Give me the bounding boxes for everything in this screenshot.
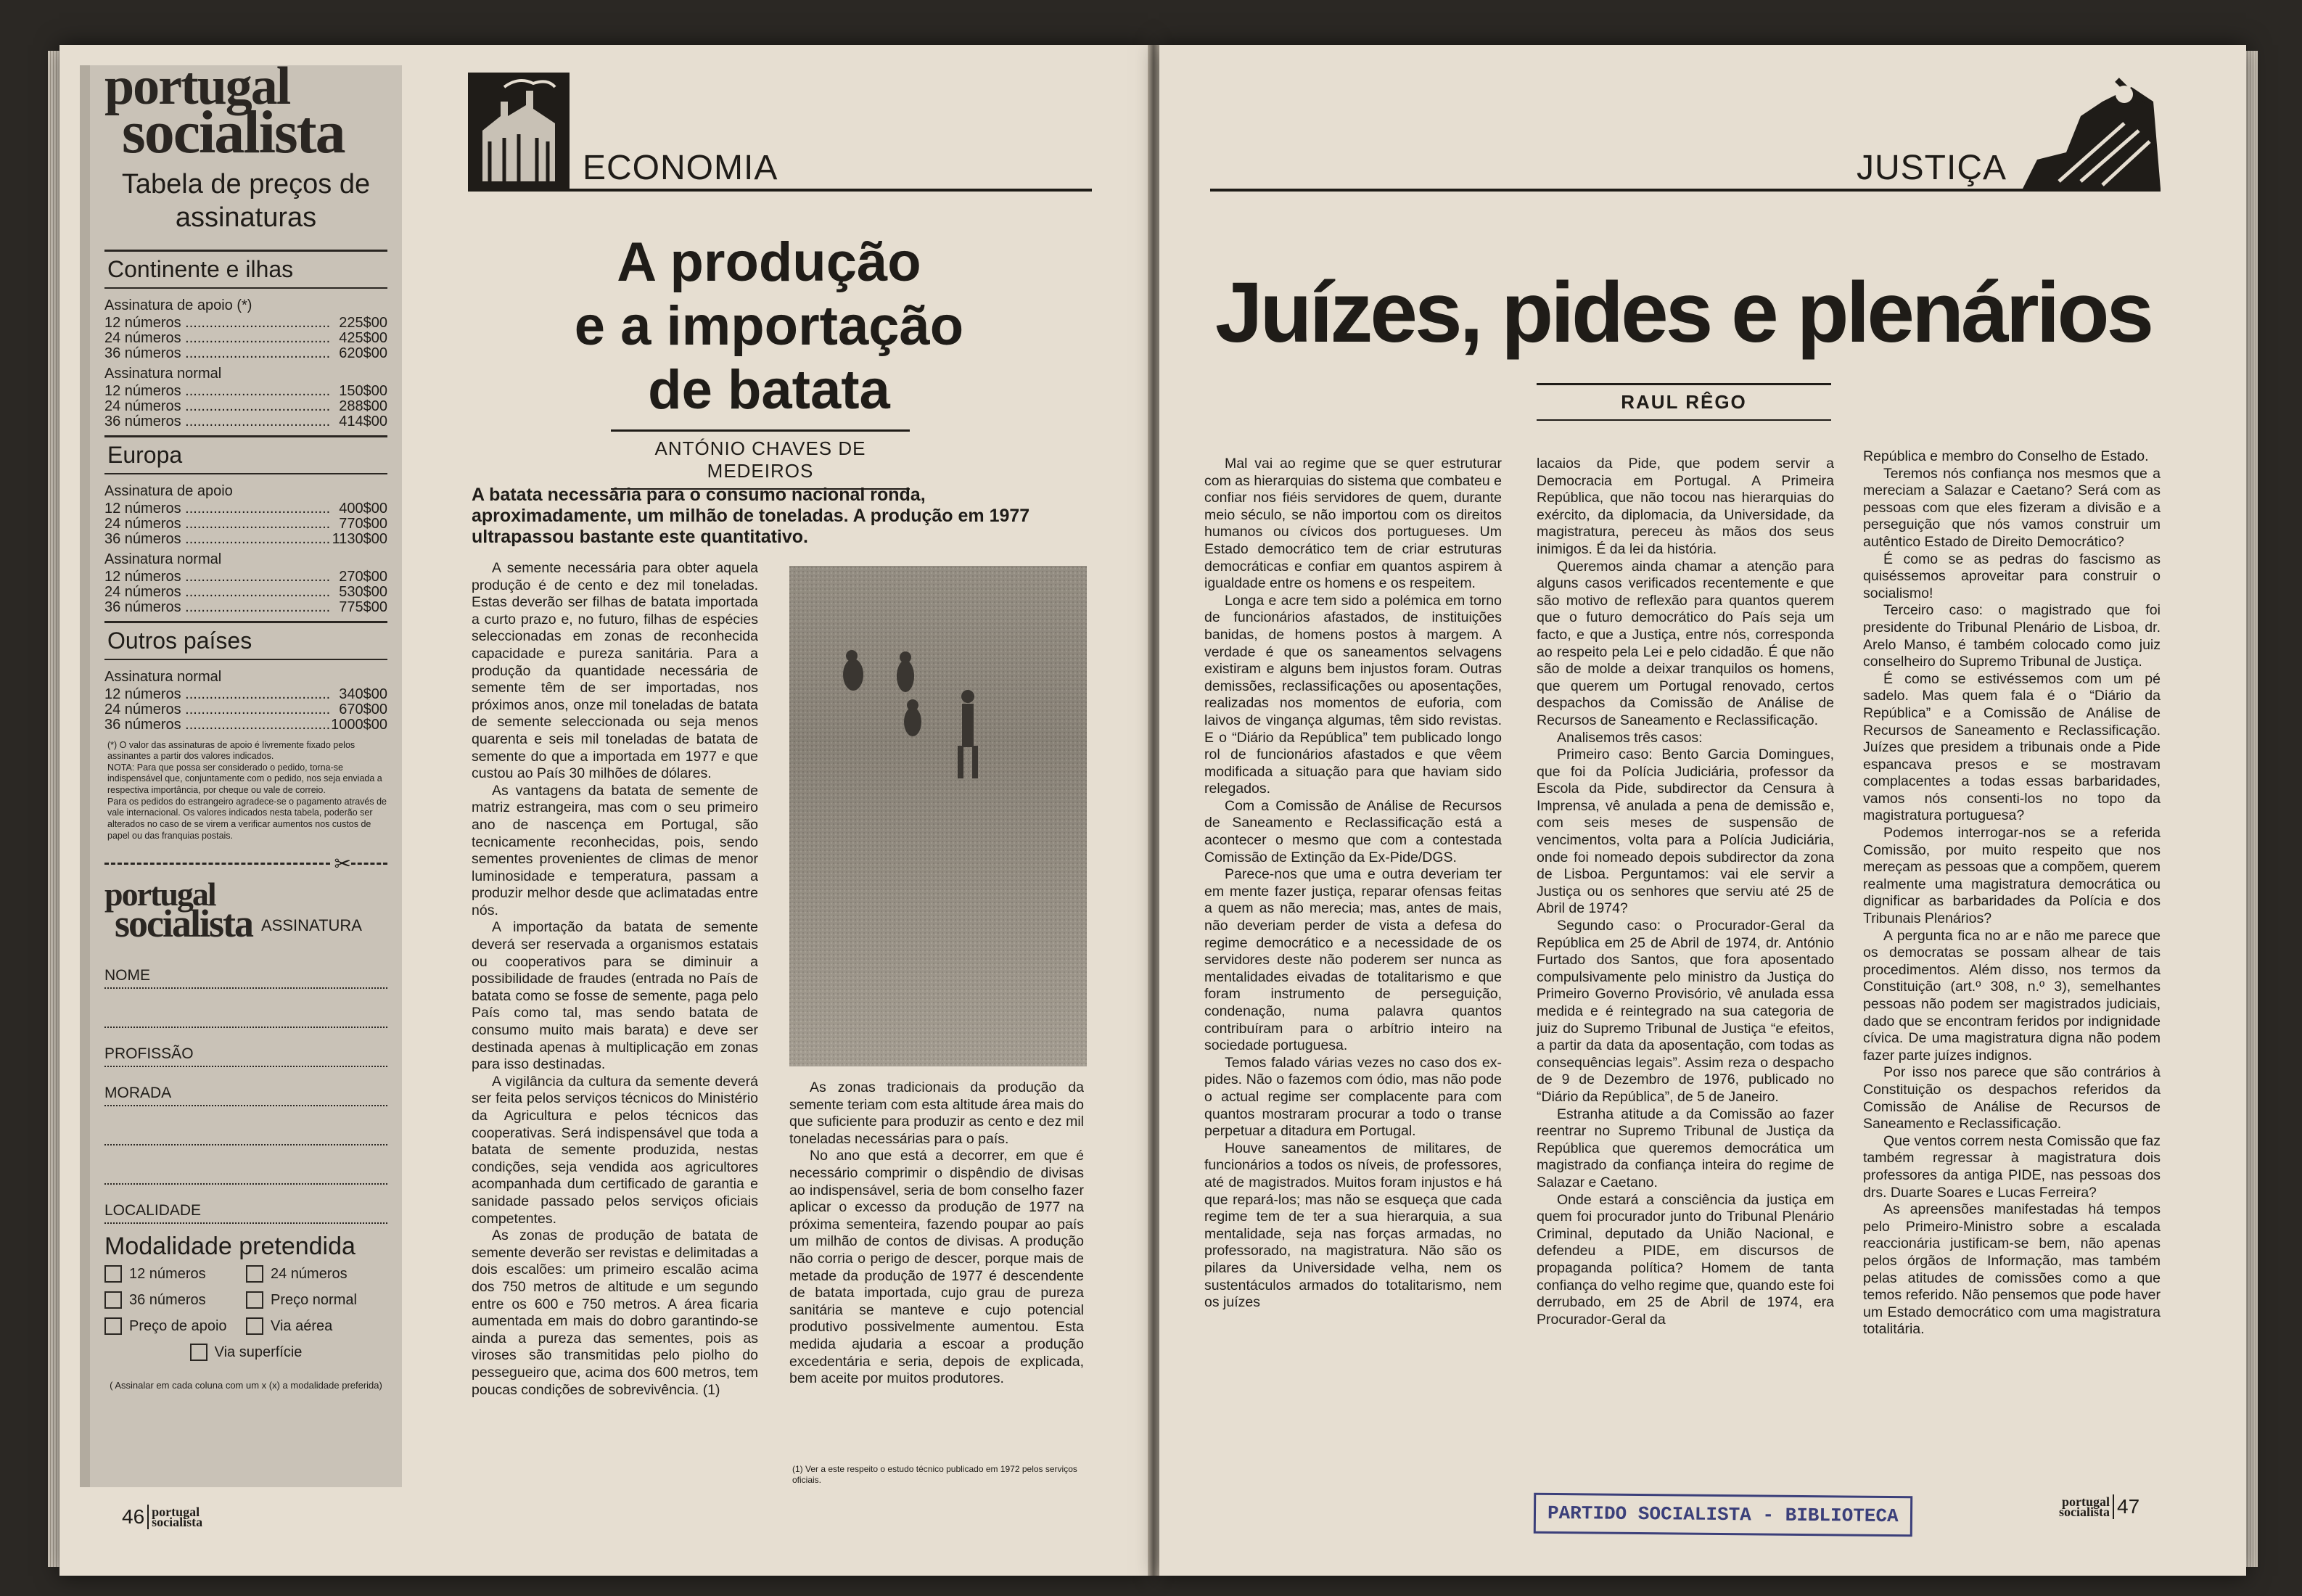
economia-footnote: (1) Ver a este respeito o estudo técnico publicado em 1972 pelos serviços oficiais. — [792, 1464, 1077, 1485]
price-row: 12 números ..... 270$00 — [104, 569, 387, 585]
outros-heading: Outros países — [104, 621, 387, 660]
nome-field-line-2[interactable] — [104, 1000, 387, 1028]
option-36-numeros[interactable]: 36 números — [104, 1291, 246, 1309]
price-row: 12 números ..... 150$00 — [104, 384, 387, 399]
modalidade-heading: Modalidade pretendida — [104, 1233, 355, 1261]
option-via-aerea[interactable]: Via aérea — [246, 1317, 387, 1335]
price-row: 24 números ..... 288$00 — [104, 399, 387, 414]
continente-heading: Continente e ilhas — [104, 250, 387, 289]
portugal-socialista-logo-small: portugal socialista — [104, 876, 252, 945]
checkbox-icon — [246, 1317, 263, 1335]
option-12-numeros[interactable]: 12 números — [104, 1265, 246, 1283]
cut-line — [104, 852, 387, 876]
figures-woodcut-icon — [2015, 73, 2161, 189]
checkbox-icon — [104, 1317, 122, 1335]
price-row: 36 números ..... 775$00 — [104, 600, 387, 615]
book-gutter — [1148, 45, 1159, 1576]
scissors-icon: ✂ — [334, 852, 351, 876]
price-row: 36 números ..... 1000$00 — [104, 717, 387, 733]
subscription-notes: (*) O valor das assinaturas de apoio é livremente fixado pelos assinantes a partir dos valores indicados. NOTA: Para que possa ser considerado o pedido, torna-se indispensável que, conjuntamente com o pedido, nos seja enviada a respectiva importância, por cheque ou vale de correio. Para os pedidos do estrangeiro agradece-se o pagamento através de vale internacional. Os valores indicados nesta tabela, poderão ser alterados no caso de se virem a verificar aumentos nos custos de papel ou das franquias postais. — [107, 739, 387, 841]
checkbox-icon — [246, 1291, 263, 1309]
nome-field[interactable]: NOME — [104, 961, 387, 989]
justica-article-title: Juízes, pides e plenários — [1214, 265, 2152, 361]
page-number-right: portugal socialista 47 — [2059, 1494, 2140, 1519]
morada-field-line-3[interactable] — [104, 1157, 387, 1185]
justica-column-1: Mal vai ao regime que se quer estruturar com as hierarquias do sistema que combateu e confiar nos fiéis servidores de quem, durante meio século, se não importou com os direitos humanos ou cívicos dos portugueses. Um Estado democrático tem de criar estruturas democráticas e confiar em quantos aspirem à igualdade entre os homens e os respeitem. Longa e acre tem sido a polémica em torno de funcionários afastados, de instituições banidas, de homens postos à margem. A verdade é que os saneamentos selvagens existiram e alguns bem injustos foram. Outras demissões, reclassificações ou aposentações, realizadas nos momentos de euforia, com laivos de vingança algumas, têm sido revistas. E o “Diário da República” tem publicado longo rol de funcionários afastados e que vêem modificada a situação para que haviam sido relegados. Com a Comissão de Análise de Recursos de Saneamento e Reclassificação está a acontecer o mesmo que com a contestada Comissão de Extinção da Ex-Pide/DGS. Parece-nos que uma e outra deveriam ter em mente fazer justiça, reparar ofensas feitas a quem as não merecia; mas, antes de mais, não deveriam perder de vista a defesa do regime democrático e a necessidade de os servidores deste não poderem ser nunca as mentalidades eivadas de totalitarismo e que foram instrumento de perseguição, condenação, numa palavra quantos contribuíram para o arbítrio inteiro na sociedade portuguesa. Temos falado várias vezes no caso dos ex-pides. Não o fazemos com ódio, mas não pode o actual regime ser complacente para com quantos mostraram procurar a todo o transe perpetuar a ditadura em Portugal. Houve saneamentos de militares, de funcionários a todos os níveis, de professores, até de magistrados. Muitos foram injustos e há que repará-los; mas não se esqueça que cada regime tem de ter a sua hierarquia, a sua mentalidade, seja nas forças armadas, no professorado, na magistratura. Não são os pilares da Universidade velha, nem os sustentáculos armados do totalitarismo, nem os juízes — [1204, 456, 1502, 1311]
checkbox-icon — [246, 1265, 263, 1283]
justica-label: JUSTIÇA — [1856, 149, 2007, 187]
group-label: Assinatura de apoio (*) — [104, 297, 252, 313]
option-24-numeros[interactable]: 24 números — [246, 1265, 387, 1283]
price-row: 12 números ..... 225$00 — [104, 316, 387, 331]
economia-byline: ANTÓNIO CHAVES DE MEDEIROS — [611, 429, 910, 490]
price-row: 24 números ..... 530$00 — [104, 585, 387, 600]
checkbox-icon — [190, 1344, 207, 1361]
price-row: 12 números ..... 340$00 — [104, 687, 387, 702]
form-header: portugal socialista ASSINATURA — [104, 876, 362, 945]
economia-section-bar — [468, 73, 1092, 192]
economia-column-1: A semente necessária para obter aquela produção é de cento e dez mil toneladas. Estas deverão ser filhas de batata importada a curto prazo e, no futuro, filhas de espécies seleccionadas em zonas de reconhecida capacidade e pureza sanitária. Para a produção da quantidade necessária de semente têm de ser importadas, nos próximos anos, onze mil toneladas de batata de semente seleccionada ou seja menos quarenta e seis mil toneladas de batata de semente do que a importada em 1977 e que custou ao País 30 milhões de dólares. As vantagens da batata de semente de matriz estrangeira, mas com o seu primeiro ano de nascença em Portugal, são tecnicamente reconhecidas, pois, sendo sementes provenientes de climas de menor luminosidade e temperatura, passam a produzir melhor desde que aclimatadas entre nós. A importação da batata de semente deverá ser reservada a organismos estatais ou cooperativos para se diminuir a possibilidade de fraudes (entrada no País de batata como se fosse de semente, paga pelo País como tal, mas sendo batata de consumo muito mais barata) e deve ser destinada apenas à multiplicação em zonas para isso destinadas. A vigilância da cultura da semente deverá ser feita pelos serviços técnicos do Ministério da Agricultura e pelos técnicos das cooperativas. Será indispensável que toda a batata de semente produzida, nestas condições, seja vendida aos agricultores acompanhada dum certificado de garantia e sanidade passado pelos serviços oficiais competentes. As zonas de produção de batata de semente deverão ser revistas e delimitadas a dois escalões: um primeiro escalão acima dos 750 metros de altitude e um segundo entre os 600 e 750 metros. A área ficaria aumentada em mais do dobro garantindo-se ainda a pureza das sementes, pois as viroses são transmitidas pelo piolho do pessegueiro que, acima dos 600 metros, tem poucas condições de sobrevivência. (1) — [472, 560, 758, 1398]
europa-heading: Europa — [104, 435, 387, 474]
morada-field[interactable]: MORADA — [104, 1079, 387, 1106]
price-row: 36 números ..... 1130$00 — [104, 532, 387, 547]
profissao-field[interactable]: PROFISSÃO — [104, 1040, 387, 1067]
option-via-superficie[interactable]: Via superfície — [104, 1344, 387, 1361]
potato-field-photo — [789, 566, 1087, 1066]
economia-article-title: A produção e a importação de batata — [574, 231, 964, 421]
page-number-left: 46 portugal socialista — [122, 1504, 203, 1529]
checkbox-icon — [104, 1265, 122, 1283]
portugal-socialista-logo: portugal socialista — [104, 57, 345, 167]
checkbox-icon — [104, 1291, 122, 1309]
localidade-field[interactable]: LOCALIDADE — [104, 1196, 387, 1224]
economia-column-2: As zonas tradicionais da produção da semente teriam com esta altitude área mais do que suficiente para produzir as cento e dez mil toneladas necessárias para o país. No ano que está a decorrer, em que é necessário comprimir o dispêndio de divisas ao indispensável, seria de bom conselho fazer aplicar o excesso da produção de 1977 na próxima sementeira, fazendo poupar ao país um milhão de contos de divisas. A produção não corria o perigo de descer, porque mais de metade da produção de 1977 é descendente de batata importada, cujo grau de pureza sanitária se manteve e cujo potencial produtivo possivelmente aumentou. Esta medida ajudaria a escoar a produção excedentária e seria, depois de explicada, bem aceite por muitos produtores. — [789, 1079, 1084, 1387]
price-row: 24 números ..... 670$00 — [104, 702, 387, 717]
subscription-box — [80, 57, 402, 1487]
economia-label: ECONOMIA — [583, 149, 778, 187]
price-table-title: Tabela de preços de assinaturas — [121, 169, 371, 233]
group-label: Assinatura normal — [104, 668, 222, 685]
justica-section-bar — [1210, 73, 2161, 192]
justica-byline: RAUL RÊGO — [1537, 383, 1831, 421]
modalidade-options — [104, 1265, 387, 1361]
economia-lead: A batata necessária para o consumo nacional ronda, aproximadamente, um milhão de toneladas. A produção em 1977 ultrapassou bastante este quantitativo. — [472, 485, 1030, 547]
justica-column-2: lacaios da Pide, que podem servir a Democracia em Portugal. A Primeira República, que não tocou nas hierarquias do exército, da diplomacia, da Universidade, da magistratura, pereceu às mãos dos seus inimigos. É da lei da história. Queremos ainda chamar a atenção para alguns casos verificados recentemente e que são motivo de reflexão para quantos querem que o futuro democrático do País seja um facto, e que a Justiça, entre nós, corresponda ao respeito pela Lei e pelo cidadão. É que não são de molde a deixar tranquilos os homens, que querem um Portugal renovado, certos despachos da Comissão de Análise de Recursos de Saneamento e Reclassificação. Analisemos três casos: Primeiro caso: Bento Garcia Domingues, que foi da Polícia Judiciária, professor da Escola da Pide, subdirector da Censura à Imprensa, vê anulada a pena de demissão e, com seis meses de suspensão de vencimentos, volta para a Polícia Judiciária, onde foi nomeado depois subdirector da zona de Lisboa. Perguntamos: vai ele servir a Justiça ou os senhores que serviu até 25 de Abril de 1974? Segundo caso: o Procurador-Geral da República em 25 de Abril de 1974, dr. António Furtado dos Santos, que fora aposentado compulsivamente pelo ministro da Justiça do Primeiro Governo Provisório, vê anulada essa medida e é reintegrado na sua categoria de juiz do Supremo Tribunal de Justiça “e efeitos, a partir da data da aposentação, com todas as consequências legais”. Assim reza o despacho de 9 de Dezembro de 1976, publicado no “Diário da República”, de 5 de Janeiro. Estranha atitude a da Comissão ao fazer reentrar no Supremo Tribunal de Justiça da República que queremos democrática um magistrado da confiança inteira do regime de Salazar e Caetano. Onde estará a consciência da justiça em quem foi procurador junto do Tribunal Plenário Criminal, deputado da União Nacional, e defendeu a PIDE, em discursos de propaganda política? Homem de tanta confiança do velho regime que, quando este foi derrubado, em 25 de Abril de 1974, era Procurador-Geral da — [1537, 456, 1834, 1328]
price-row: 36 números ..... 414$00 — [104, 414, 387, 429]
price-row: 24 números ..... 770$00 — [104, 517, 387, 532]
price-row: 24 números ..... 425$00 — [104, 331, 387, 346]
price-row: 12 números ..... 400$00 — [104, 501, 387, 517]
price-row: 36 números ..... 620$00 — [104, 346, 387, 361]
group-label: Assinatura normal — [104, 365, 222, 382]
group-label: Assinatura normal — [104, 551, 222, 567]
library-stamp: PARTIDO SOCIALISTA - BIBLIOTECA — [1534, 1493, 1912, 1537]
group-label: Assinatura de apoio — [104, 482, 233, 499]
page-stack-edge-right — [2245, 51, 2258, 1567]
morada-field-line-2[interactable] — [104, 1118, 387, 1145]
option-preco-normal[interactable]: Preço normal — [246, 1291, 387, 1309]
option-preco-apoio[interactable]: Preço de apoio — [104, 1317, 246, 1335]
justica-column-3: República e membro do Conselho de Estado. Teremos nós confiança nos mesmos que a mereciam a Salazar e Caetano? Será com as pessoas com que eles fizeram a divisão e a perseguição que nós vamos construir um autêntico Estado de Direito Democrático? É como se as pedras do fascismo as quiséssemos aproveitar para construir o socialismo! Terceiro caso: o magistrado que foi presidente do Tribunal Plenário de Lisboa, dr. Arelo Manso, é também colocado como juiz conselheiro do Supremo Tribunal de Justiça. É como se estivéssemos com um pé sadelo. Mas quem fala é o “Diário da República” e a Comissão de Análise de Recursos de Saneamento e Reclassificação. Juízes que presidem a tribunais onde a Pide espancava presos e se mostravam complacentes a todas essas barbaridades, vamos nós consenti-los no topo da magistratura portuguesa? Podemos interrogar-nos se a referida Comissão, por muito respeito que nos mereçam as pessoas que a compõem, querem realmente uma magistratura democrática ou dignificar as barbaridades da Polícia e dos Tribunais Plenários? A pergunta fica no ar e não me parece que os democratas se possam alhear de tais procedimentos. Além disso, nos termos da Constituição (art.º 308, n.º 3), semelhantes pessoas não podem ser magistrados judiciais, dado que se encontram feridos por indignidade cívica. De uma magistratura digna não podem fazer parte juízes indignos. Por isso nos parece que são contrários à Constituição os despachos referidos da Comissão de Análise de Recursos de Saneamento e Reclassificação. Que ventos correm nesta Comissão que faz também regressar à magistratura dois professores da antiga PIDE, nas pessoas dos drs. Duarte Soares e Lucas Ferreira? As apreensões manifestadas há tempos pelo Primeiro-Ministro sobre a escalada reaccionária justificam-se bem, não apenas pelos órgãos de Informação, mas também pelas atitudes de comissões como a que temos referido. Não pensemos que pode haver um Estado democrático com uma magistratura totalitária. — [1863, 448, 2161, 1338]
options-note: ( Assinalar em cada coluna com um x (x) a modalidade preferida) — [110, 1380, 382, 1391]
factory-woodcut-icon — [468, 73, 570, 189]
